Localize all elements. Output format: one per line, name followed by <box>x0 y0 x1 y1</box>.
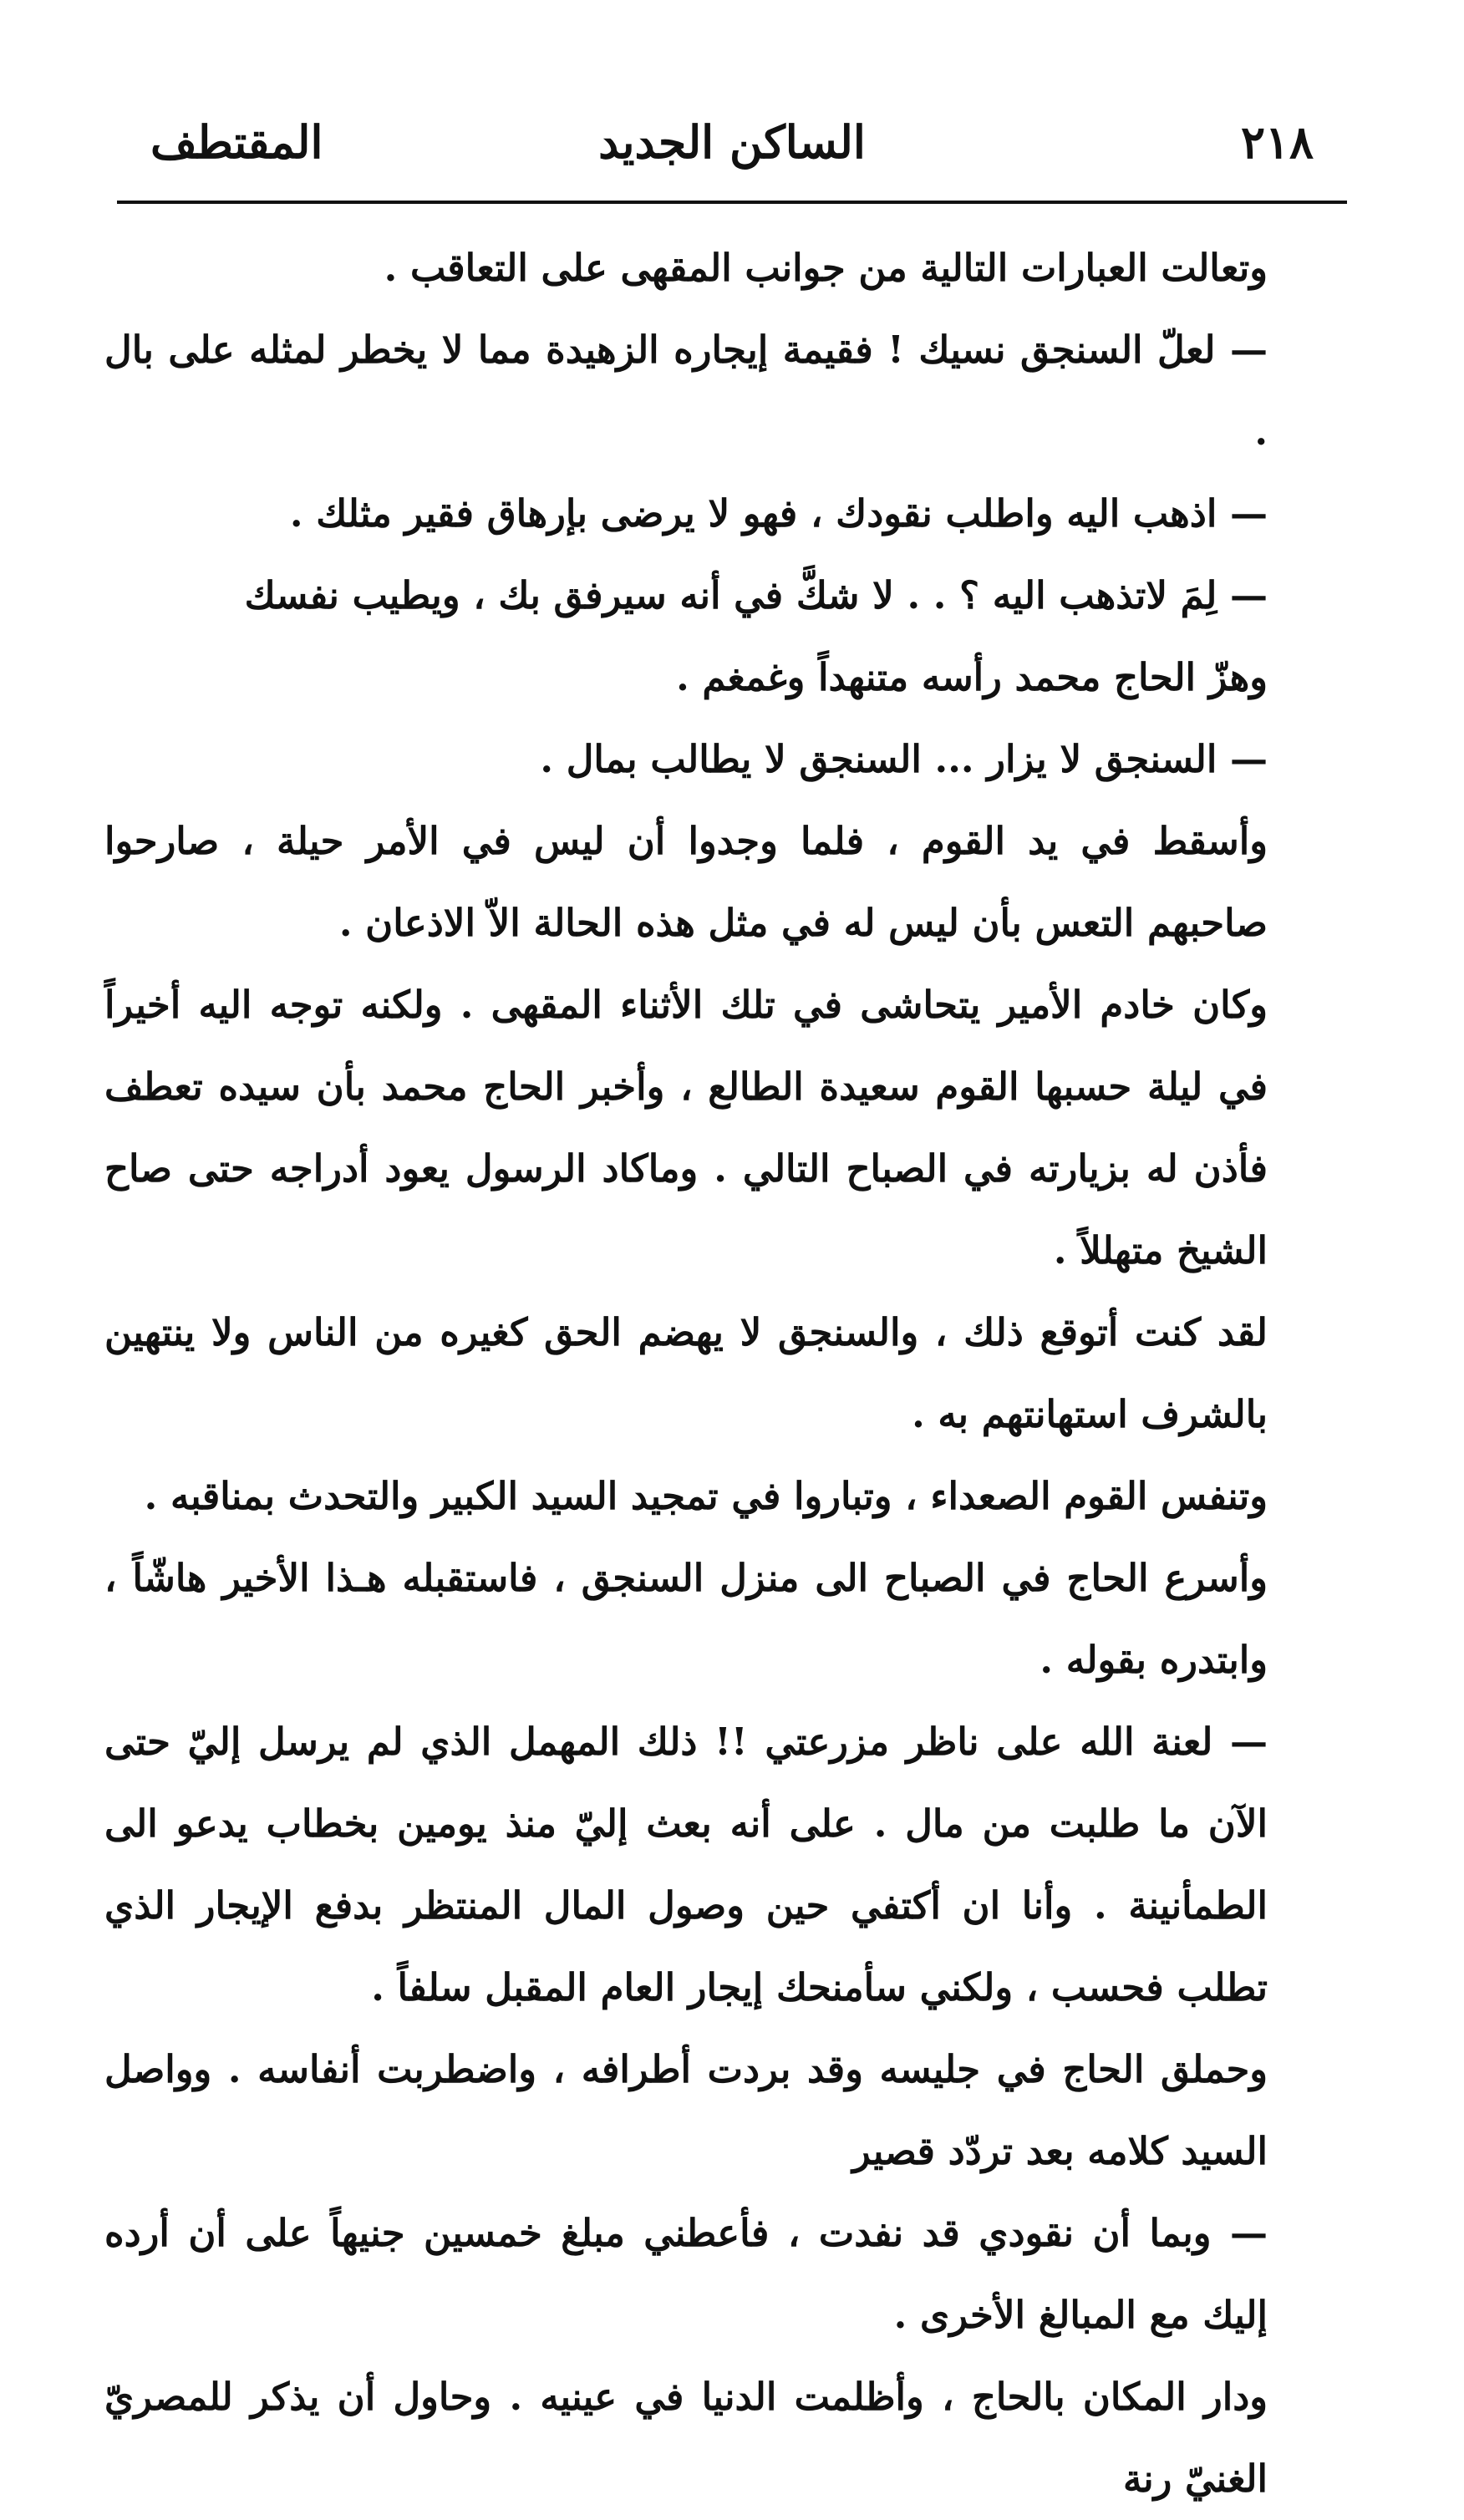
paragraph: وكان خادم الأمير يتحاشى في تلك الأثناء المقهى . ولكنه توجه اليه أخيراً في ليلة حسبها القوم سعيدة الطالع ، وأخبر الحاج محمد بأن سيده تعطف فأذن له بزيارته في الصباح التالي . وماكاد الرسول يعود أدراجه حتى صاح الشيخ متهللاً . <box>104 983 1268 1273</box>
paragraph: وتنفس القوم الصعداء ، وتباروا في تمجيد السيد الكبير والتحدث بمناقبه . <box>144 1474 1268 1518</box>
dialogue-line: — السنجق لا يزار ... السنجق لا يطالب بمال . <box>540 737 1268 781</box>
page-number: ٢١٨ <box>1240 115 1314 169</box>
dialogue-line: — وبما أن نقودي قد نفدت ، فأعطني مبلغ خمسين جنيهاً على أن أرده إليك مع المبالغ الأخرى . <box>104 2211 1268 2337</box>
running-title: الساكن الجديد <box>598 115 866 169</box>
article-body <box>104 227 1360 2520</box>
dialogue-line: — لعنة الله على ناظر مزرعتي !! ذلك المهمل الذي لم يرسل إليّ حتى الآن ما طلبت من مال . على أنه بعث إليّ منذ يومين بخطاب يدعو الى الطمأنينة . وأنا ان أكتفي حين وصول المال المنتظر بدفع الإيجار الذي تطلب فحسب ، ولكني سأمنحك إيجار العام المقبل سلفاً . <box>104 1720 1268 2009</box>
paragraph: وتعالت العبارات التالية من جوانب المقهى على التعاقب . <box>384 246 1268 290</box>
page-header <box>117 104 1347 180</box>
header-rule <box>117 201 1347 204</box>
dialogue-line: — لعلّ السنجق نسيك ! فقيمة إيجاره الزهيدة مما لا يخطر لمثله على بال . <box>104 328 1268 454</box>
paragraph: وأسقط في يد القوم ، فلما وجدوا أن ليس في الأمر حيلة ، صارحوا صاحبهم التعس بأن ليس له في مثل هذه الحالة الاّ الاذعان . <box>104 819 1268 945</box>
journal-name: المقتطف <box>150 115 323 169</box>
paragraph: وأسرع الحاج في الصباح الى منزل السنجق ، فاستقبله هـذا الأخير هاشّاً ، وابتدره بقوله . <box>104 1556 1268 1682</box>
paragraph: وهزّ الحاج محمد رأسه متنهداً وغمغم . <box>676 655 1268 699</box>
paragraph: وحملق الحاج في جليسه وقد بردت أطرافه ، واضطربت أنفاسه . وواصل السيد كلامه بعد تردّد قصير <box>104 2047 1268 2173</box>
paragraph: لقد كنت أتوقع ذلك ، والسنجق لا يهضم الحق كغيره من الناس ولا ينتهين بالشرف استهانتهم به . <box>104 1310 1268 1436</box>
dialogue-line: — لِمَ لاتذهب اليه ؟ . . لا شكَّ في أنه سيرفق بك ، ويطيب نفسك <box>244 573 1268 617</box>
paragraph: ودار المكان بالحاج ، وأظلمت الدنيا في عينيه . وحاول أن يذكر للمصريّ الغنيّ رنة <box>104 2375 1268 2501</box>
dialogue-line: — اذهب اليه واطلب نقودك ، فهو لا يرضى بإرهاق فقير مثلك . <box>289 491 1268 536</box>
